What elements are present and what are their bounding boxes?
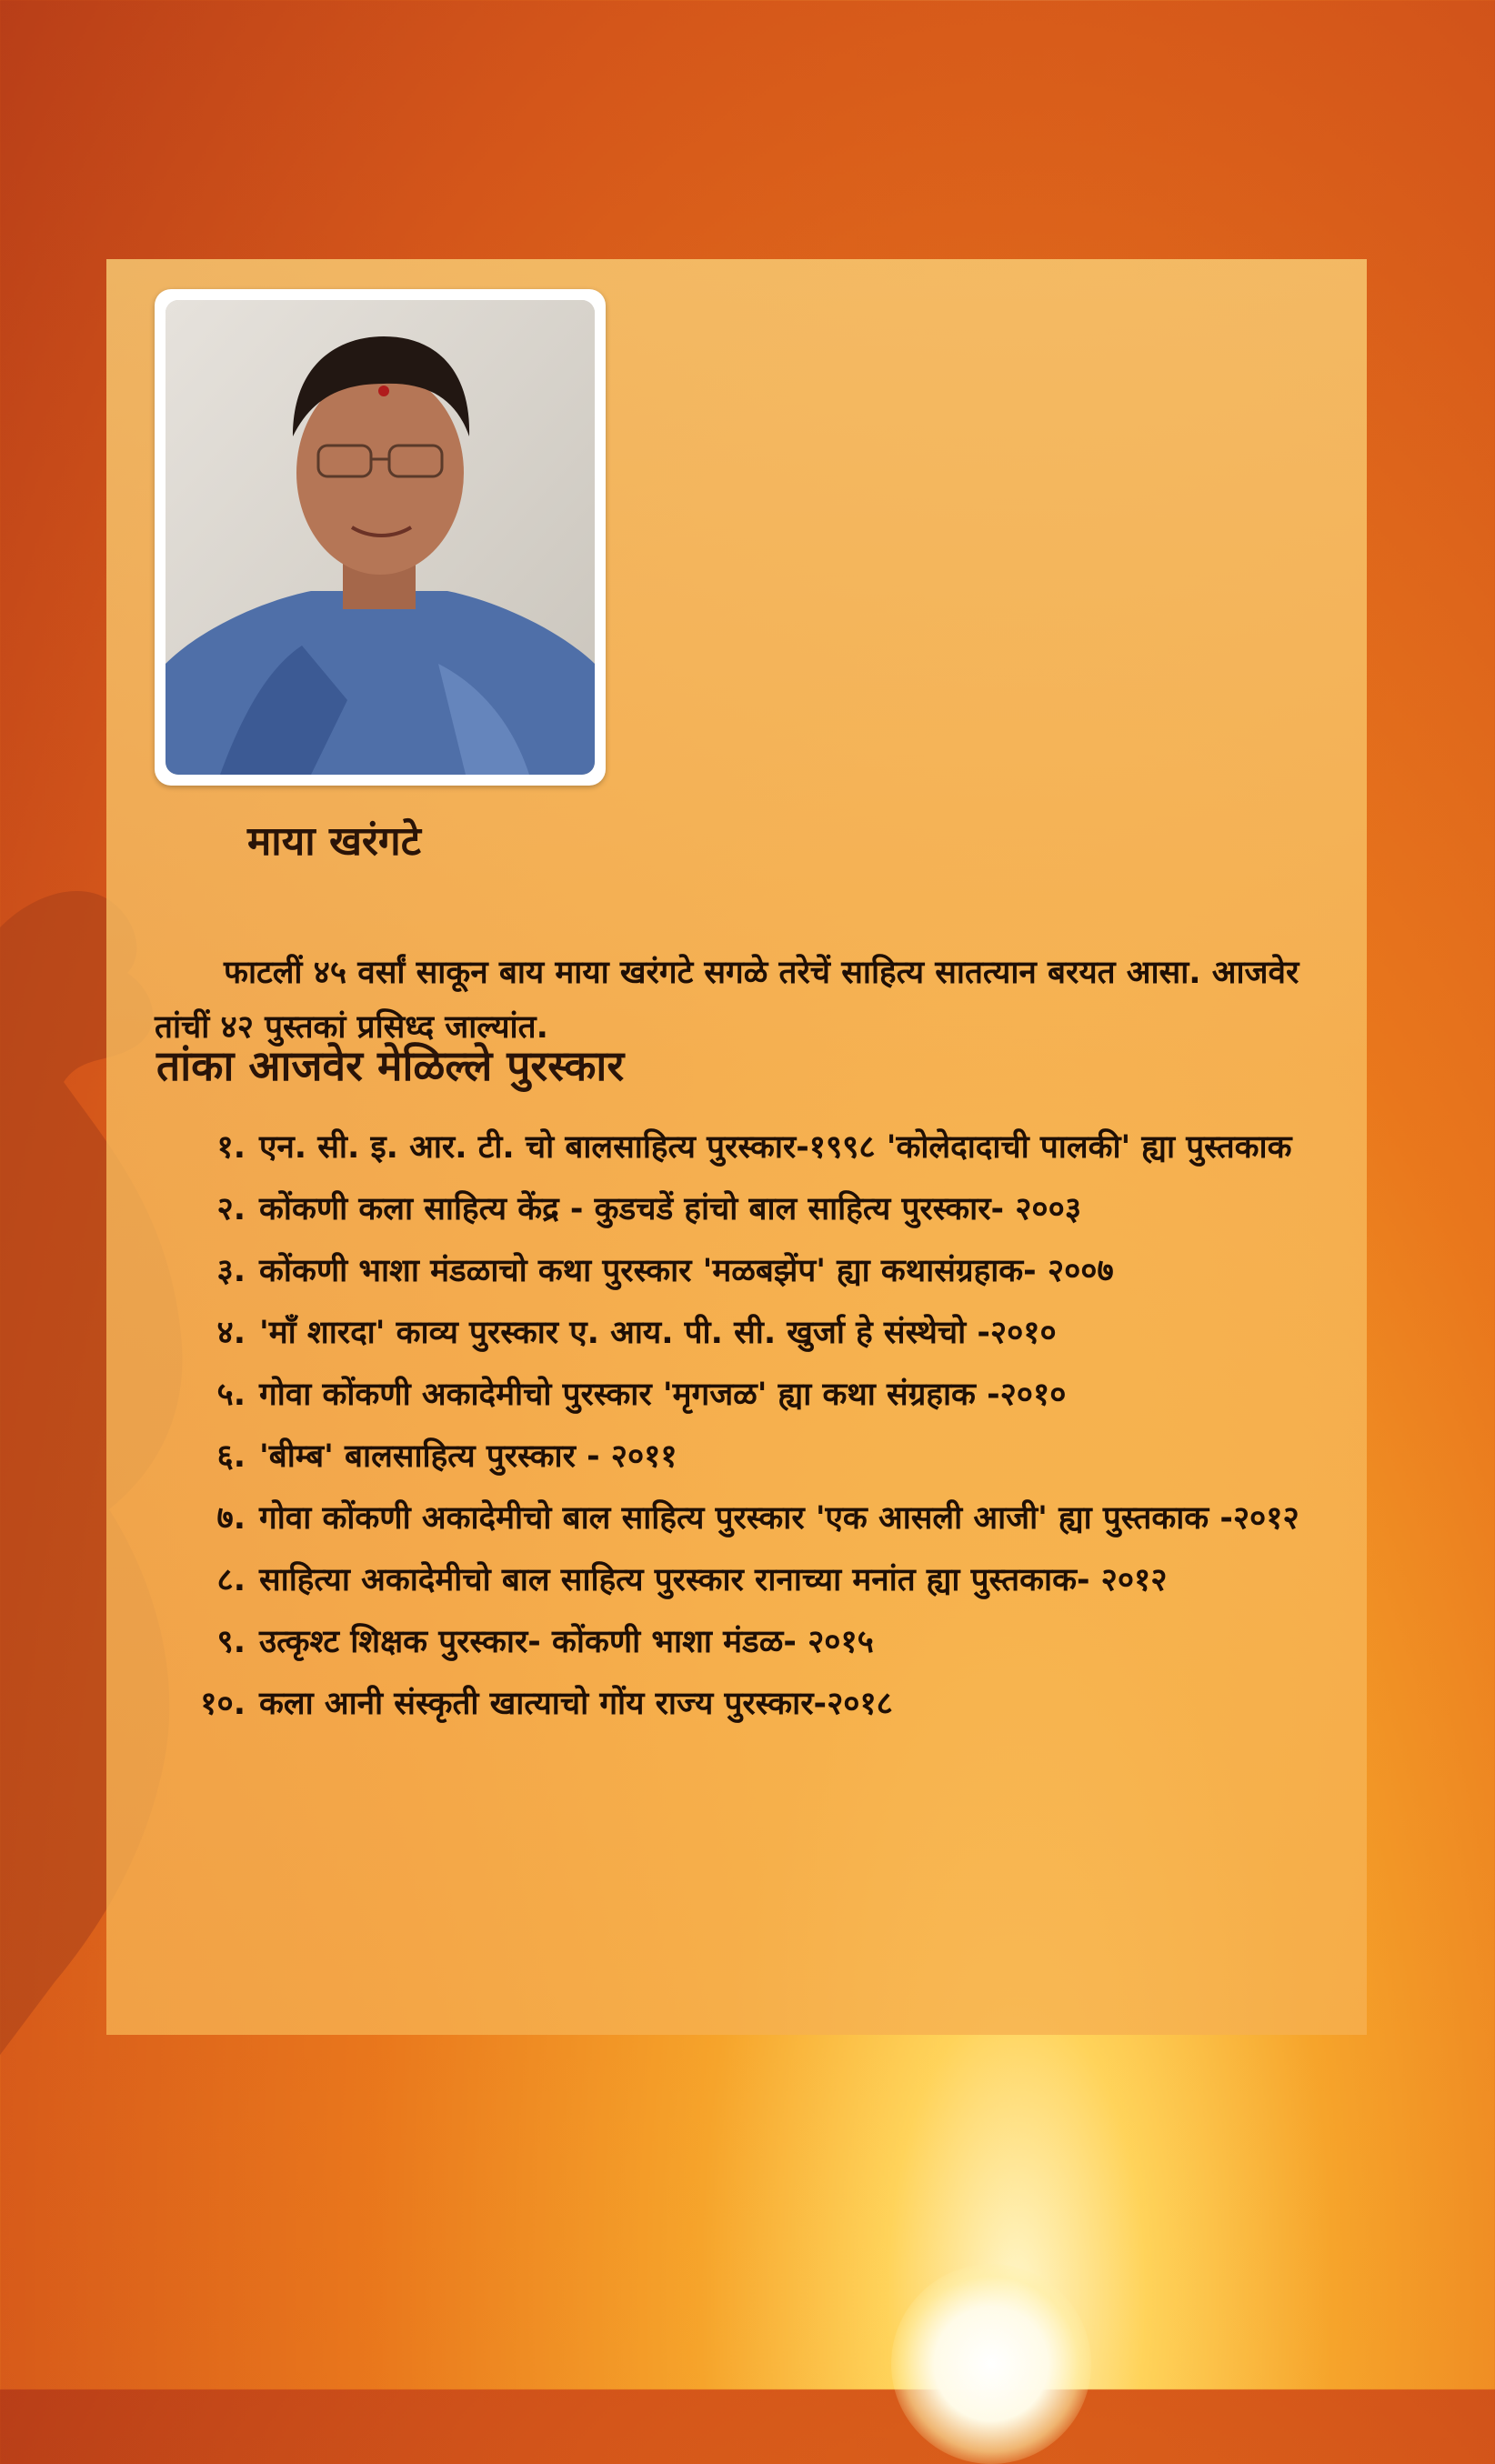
- award-number: ७.: [216, 1500, 246, 1537]
- award-item: [156, 1549, 1366, 1611]
- award-item: [156, 1364, 1366, 1426]
- author-photo: [166, 300, 595, 775]
- award-item: [156, 1302, 1366, 1364]
- award-text: कोंकणी कला साहित्य केंद्र - कुडचडें हांचो बाल साहित्य पुरस्कार- २००३: [259, 1191, 1082, 1227]
- award-text: 'बीम्ब' बालसाहित्य पुरस्कार - २०११: [259, 1438, 677, 1475]
- award-number: ३.: [216, 1253, 246, 1289]
- award-text: कोंकणी भाशा मंडळाचो कथा पुरस्कार 'मळबझेंप' ह्या कथासंग्रहाक- २००७: [259, 1253, 1114, 1289]
- award-text: कला आनी संस्कृती खात्याचो गोंय राज्य पुरस्कार-२०१८: [259, 1686, 893, 1722]
- award-text: उत्कृश्ट शिक्षक पुरस्कार- कोंकणी भाशा मंडळ- २०१५: [259, 1624, 874, 1660]
- award-text: एन. सी. इ. आर. टी. चो बालसाहित्य पुरस्कार-१९९८ 'कोलेदादाची पालकी' ह्या पुस्तकाक: [259, 1129, 1292, 1166]
- award-number: ५.: [216, 1377, 246, 1413]
- award-number: ६.: [216, 1438, 246, 1475]
- author-photo-frame: [155, 289, 606, 786]
- bio-text: फाटलीं ४५ वर्सां साकून बाय माया खरंगटे सगळे तरेचें साहित्य सातत्यान बरयत आसा. आजवेर तांचीं ४२ पुस्तकां प्रसिध्द जाल्यांत.: [155, 955, 1299, 1046]
- award-number: ८.: [216, 1562, 246, 1598]
- award-item: [156, 1117, 1366, 1178]
- award-number: ४.: [216, 1315, 246, 1351]
- award-text: साहित्या अकादेमीचो बाल साहित्य पुरस्कार रानाच्या मनांत ह्या पुस्तकाक- २०१२: [259, 1562, 1168, 1598]
- awards-list: [156, 1117, 1366, 1735]
- sun-glow: [891, 2264, 1091, 2464]
- awards-heading: तांका आजवेर मेळिल्ले पुरस्कार: [156, 1041, 625, 1090]
- award-item: [156, 1178, 1366, 1240]
- author-name: माया खरंगटे: [247, 818, 421, 865]
- award-number: २.: [216, 1191, 246, 1227]
- award-text: गोवा कोंकणी अकादेमीचो बाल साहित्य पुरस्कार 'एक आसली आजी' ह्या पुस्तकाक -२०१२: [259, 1500, 1299, 1537]
- award-item: [156, 1426, 1366, 1487]
- award-item: [156, 1611, 1366, 1673]
- award-item: [156, 1487, 1366, 1549]
- award-item: [156, 1240, 1366, 1302]
- award-number: १०.: [200, 1686, 246, 1722]
- award-item: [156, 1673, 1366, 1735]
- award-text: गोवा कोंकणी अकादेमीचो पुरस्कार 'मृगजळ' ह्या कथा संग्रहाक -२०१०: [259, 1377, 1067, 1413]
- award-text: 'माँ शारदा' काव्य पुरस्कार ए. आय. पी. सी. खुर्जा हे संस्थेचो -२०१०: [259, 1315, 1057, 1351]
- award-number: ९.: [216, 1624, 246, 1660]
- award-number: १.: [216, 1129, 246, 1166]
